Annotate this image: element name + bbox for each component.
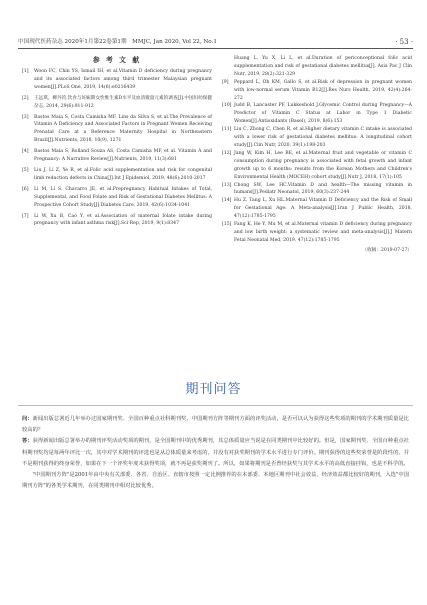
reference-item <box>222 79 412 103</box>
reference-item <box>222 102 412 126</box>
reference-item <box>222 150 412 182</box>
reference-item <box>222 182 412 198</box>
reference-number: [15] <box>222 222 232 228</box>
reference-number: [9] <box>222 79 229 85</box>
reference-text: Fang K, He Y, Mu M, et al.Maternal vitamin D deficiency during pregnancy and low birth weight: a systematic review and meta-analysis[J].J Matern Fetal Neonatal Med, 2019, 47(12):1785-1795 <box>234 222 412 243</box>
reference-number: [10] <box>222 103 232 109</box>
reference-item <box>22 68 212 92</box>
question-label: 问： <box>22 416 33 422</box>
reference-text: Jang W, Kim H, Lee BE, et al.Maternal fruit and vegetable or vitamin C consumption during pregnancy is associated with fetal growth and infant growth up to 6 months: results from the Korean Mothers and Children's Environmental Health (MOCEH) cohort study[J].Nutr J, 2018, 17(1):105 <box>234 150 412 180</box>
question-text: 新闻出版总署近几年举办过国家期刊奖、全国百种重点社科期刊奖、中国期刊方阵等期刊方面的评奖活动，是否可以认为获得这些奖项的期刊的学术期刊质量是比较高的？ <box>22 416 409 434</box>
running-header <box>18 37 413 49</box>
reference-text: Li M, Li S, Chavarro JE, et al.Prepregnancy Habitual Intakes of Total, Supplemental, and Food Folate and Risk of Gestational Diabetes Mellitus: A Prospective Cohort Study[J].Diabetes Care, 2019, 42(6):1034-1041 <box>34 186 212 208</box>
reference-item <box>22 148 212 164</box>
reference-number: [11] <box>222 127 232 133</box>
reference-item <box>22 186 212 210</box>
reference-number: [14] <box>222 198 232 204</box>
references-title: 参 考 文 献 <box>92 56 142 64</box>
section-divider <box>18 405 413 406</box>
references-right-column <box>222 55 412 255</box>
qa-body <box>22 414 409 492</box>
answer-text: 获得新闻出版总署举办的期刊评奖活动奖项的期刊，是全国期刊中的优秀期刊，其总体质量应当说是在同类期刊中比较好的。但是，国家期刊奖、全国百种重点社科期刊奖均是每两年评比一次，其中对学术期刊的评选也是从总体质量来考虑的，并没有对获奖期刊的学术水平进行专门评价。期刊获得的这些奖荣誉是阶段性的，并不是期刊获得的终身荣誉，如果在下一个评奖年度未获得奖项，就不再是获奖期刊了。所以，如果将期刊是否曾经获奖与其学术水平的高低直接挂钩，也是不科学的。 <box>22 438 409 467</box>
reference-number: [6] <box>22 186 29 192</box>
reference-text: Chong SW, Lee HC.Vitamin D and health—The missing vitamin in humans[J].Pediatr Neonatol, 2019, 60(3):237-244 <box>234 182 412 196</box>
answer-label: 答： <box>22 438 33 445</box>
reference-text: Woon FC, Chin YS, Ismail IH, et al.Vitamin D deficiency during pregnancy and its associated factors among third trimester Malaysian pregnant women[J].PLoS One, 2019, 14(6):e0216439 <box>34 69 212 90</box>
reference-text: Huang L, Yu X, Li L, et al.Duration of periconceptional folic acid supplementation and risk of gestational diabetes mellitus[J]. Asia Pac J Clin Nutr, 2019, 28(2):321-329 <box>234 56 412 77</box>
reference-item <box>22 114 212 146</box>
reference-item <box>222 55 412 79</box>
reference-text: Hu Z, Tang L, Xu HL.Maternal Vitamin D Deficiency and the Risk of Small for Gestational Age: A Meta-analysis[J].Iran J Public Health, 2018, 47(12):1785-1795 <box>234 198 412 220</box>
reference-number: [1] <box>22 69 29 74</box>
references-left-column <box>22 55 212 231</box>
reference-number: [12] <box>222 150 232 156</box>
reference-number: [2] <box>22 95 29 101</box>
reference-number: [5] <box>22 167 29 173</box>
reference-text: Liu J, Li Z, Ye R, et al.Folic acid supplementation and risk for congenital limb reduction defects in China[J].Int J Epidemiol, 2019, 48(6):2010-2017 <box>34 167 212 181</box>
reference-item <box>22 95 212 111</box>
reference-item <box>222 126 412 150</box>
reference-number: [4] <box>22 149 29 155</box>
reference-number: [7] <box>22 213 29 219</box>
reference-text: Judd B, Lancaster PF, Lukkeshold J.Glycemic Control during Pregnancy—A Predictor of Vitamin C Status at Labor in Type 1 Diabetic Women[J].Antioxidants (Basel), 2019, 8(6):153 <box>234 103 412 125</box>
reference-item <box>222 221 412 245</box>
question-paragraph <box>22 414 409 436</box>
reference-text: Bastos Maia S, Costa Camisha MF, Lins da Silva S, et al.The Prevalence of Vitamin A Deficiency and Associated Factors in Pregnant Women Receiving Prenatal Care at a Reference Maternity Hospital in Northeastern Brazil[J].Nutrients, 2018, 10(9), 1271 <box>34 114 212 144</box>
reference-number: [3] <box>22 114 29 120</box>
section-title: 期刊问答 <box>185 382 242 397</box>
reference-item <box>22 167 212 183</box>
reference-text: 王远琪，柳丹钧.饮食与妊娠期女性维生素D水平及血清微量元素的调查[J].中国妇幼保健杂志, 2014, 29(6):911-912 <box>34 95 212 109</box>
reference-number: [13] <box>222 182 232 188</box>
answer-extra-paragraph: "中国期刊方阵"是2001年由中央有关部委、各省、自治区、直辖市按照一定比例推荐的在本部委、本地区期刊中社会效益、经济效益都比较好的期刊，入选"中国期刊方阵"的各类学术期刊，在同类期刊中相对比较优秀。 <box>22 472 409 490</box>
reference-text: Liu C, Zhong C, Chen R, et al.Higher dietary vitamin C intake is associated with a lower risk of gestational diabetes mellitus: A longitudinal cohort study[J].Clin Nutr, 2020, 39(1):198-203 <box>234 127 412 148</box>
reference-item <box>22 213 212 229</box>
page-number: · 53 · <box>395 38 413 46</box>
reference-text: Bastos Maia S, Rolland Souza AS, Costa Camisha MF, et al. Vitamin A and Pregnancy: A Narrative Review[J].Nutrients, 2019, 11(3):681 <box>34 149 212 163</box>
reference-text: Li W, Xu B, Cao Y, et al.Association of maternal folate intake during pregnancy with infant asthma risk[J].Sci Rep, 2019, 9(1):8347 <box>34 213 212 227</box>
reference-item <box>222 197 412 221</box>
reference-text: Peppard L, Oh KM, Gallo S, et al.Risk of depression in pregnant women with low-normal serum Vitamin B12[J].Res Nurs Health, 2019, 42(4):264-272 <box>234 79 412 101</box>
received-date: （收稿：2019-07-27） <box>362 247 412 253</box>
journal-citation: 中国现代医药杂志 2020年1月第22卷第1期 MMJC, Jan 2020, Vol 22, No.1 <box>18 39 217 45</box>
answer-paragraph <box>22 436 409 470</box>
